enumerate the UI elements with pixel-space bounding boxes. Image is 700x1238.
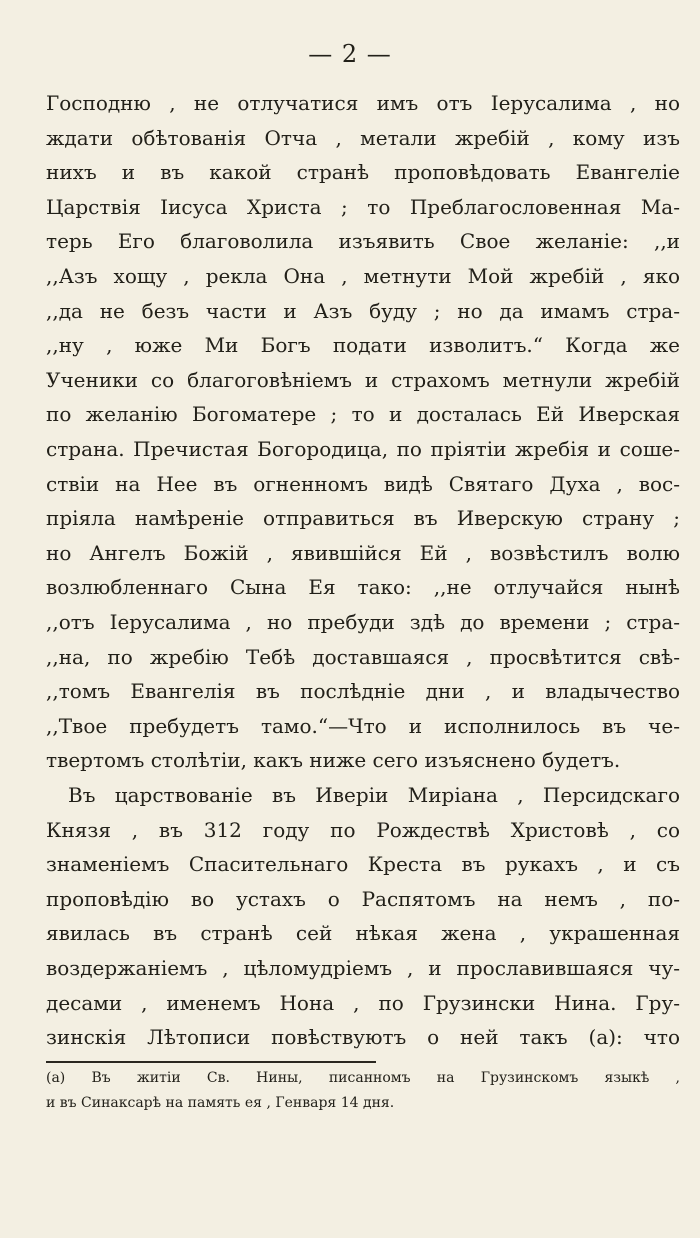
text-line: проповѣдію во устахъ о Распятомъ на немъ , по-: [46, 886, 680, 911]
footnote-line: (а) Въ житіи Св. Нины, писанномъ на Грузинскомъ языкѣ ,: [46, 1070, 680, 1086]
text-line: терь Его благоволила изъявить Свое желаніе: ,,и: [46, 229, 680, 254]
text-line: ствіи на Нее въ огненномъ видѣ Святаго Духа , вос-: [46, 471, 680, 496]
text-line: десами , именемъ Нона , по Грузински Нина. Гру-: [46, 990, 680, 1015]
text-line: Господню , не отлучатися имъ отъ Іерусалима , но: [46, 91, 680, 115]
text-line: зинскія Лѣтописи повѣствуютъ о ней такъ (а): что: [46, 1025, 680, 1050]
text-line: знаменіемъ Спасительнаго Креста въ рукахъ , и съ: [46, 852, 680, 877]
text-line: ,,на, по жребію Тебѣ доставшаяся , просвѣтится свѣ-: [46, 644, 680, 669]
text-line: пріяла намѣреніе отправиться въ Иверскую страну ;: [46, 506, 680, 531]
text-line: твертомъ столѣтіи, какъ ниже сего изъяснено будетъ.: [46, 748, 621, 773]
text-line: ,,томъ Евангелія въ послѣдніе дни , и владычество: [46, 679, 680, 704]
text-line: явилась въ странѣ сей нѣкая жена , украшенная: [46, 921, 680, 946]
text-line: ,,да не безъ части и Азъ буду ; но да имамъ стра-: [46, 298, 680, 323]
text-line: ,,ну , юже Ми Богъ подати изволитъ.“ Когда же: [46, 333, 680, 358]
text-line: ждати обѣтованія Отча , метали жребій , кому изъ: [46, 125, 680, 150]
text-line: по желанію Богоматере ; то и досталась Ей Иверская: [46, 402, 680, 427]
footnote-divider: [46, 1061, 376, 1063]
page-number: — 2 —: [308, 40, 392, 68]
text-line: ,,отъ Іерусалима , но пребуди здѣ до времени ; стра-: [46, 609, 680, 634]
text-line: Князя , въ 312 году по Рождествѣ Христовѣ , со: [46, 817, 680, 842]
text-line: возлюбленнаго Сына Ея тако: ,,не отлучайся нынѣ: [46, 575, 680, 600]
footnote-line: и въ Синаксарѣ на память ея , Генваря 14 дня.: [46, 1095, 395, 1111]
text-line: нихъ и въ какой странѣ проповѣдовать Евангеліе: [46, 160, 680, 185]
text-line: ,,Твое пребудетъ тамо.“—Что и исполнилось въ че-: [46, 713, 680, 738]
text-line: ,,Азъ хощу , рекла Она , метнути Мой жребій , яко: [46, 263, 680, 288]
paragraph-2: [46, 778, 680, 1055]
text-line: Царствія Іисуса Христа ; то Преблагословенная Ма-: [46, 194, 680, 219]
footnote: [46, 1066, 680, 1116]
text-line: воздержаніемъ , цѣломудріемъ , и прославившаяся чу-: [46, 955, 680, 980]
text-line: но Ангелъ Божій , явившійся Ей , возвѣстилъ волю: [46, 540, 680, 565]
text-line: страна. Пречистая Богородица, по пріятіи жребія и соше-: [46, 436, 680, 461]
text-line: Въ царствованіе въ Иверіи Миріана , Персидскаго: [68, 783, 680, 807]
paragraph-1: [46, 86, 680, 778]
text-line: Ученики со благоговѣніемъ и страхомъ метнули жребій: [46, 367, 680, 392]
